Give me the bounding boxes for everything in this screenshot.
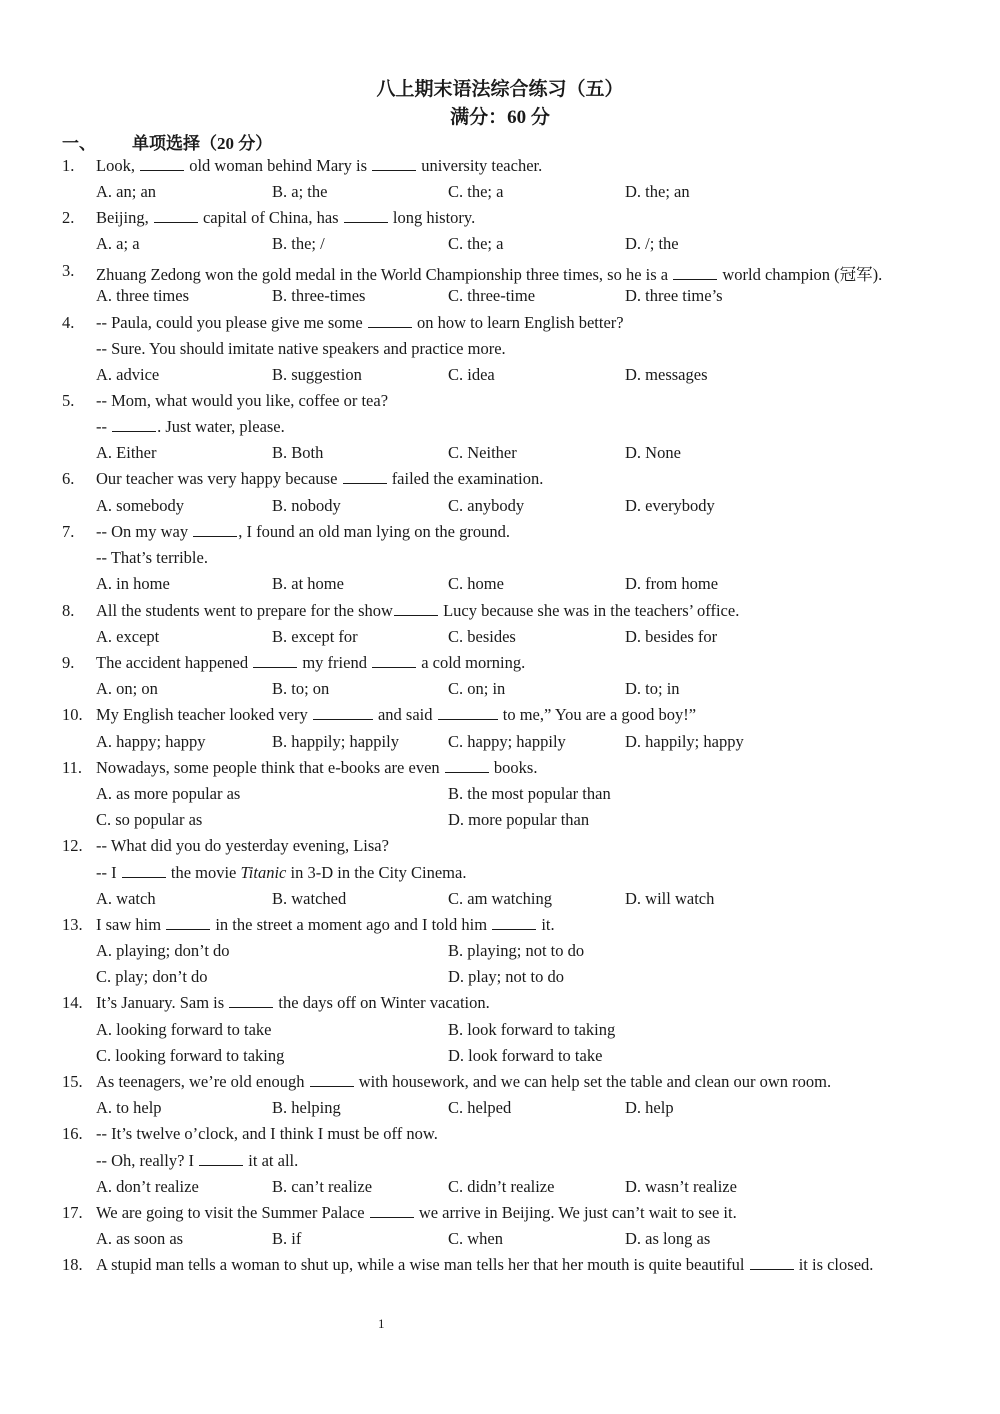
option: D. the; an: [625, 182, 690, 201]
option: A. except: [96, 627, 160, 646]
option: B. the most popular than: [448, 784, 611, 803]
question-text: I saw him: [96, 915, 166, 934]
question-text: -- What did you do yesterday evening, Lisa?: [96, 836, 389, 855]
question-text: world champion (冠军).: [718, 265, 883, 284]
option: D. wasn’t realize: [625, 1177, 737, 1196]
question-text: A stupid man tells a woman to shut up, while a wise man tells her that her mouth is quite beautiful: [96, 1255, 749, 1274]
option: D. more popular than: [448, 810, 590, 829]
question-text: We are going to visit the Summer Palace: [96, 1203, 369, 1222]
question-number: 2.: [62, 208, 75, 227]
question-number: 5.: [62, 391, 75, 410]
option: C. the; a: [448, 182, 504, 201]
question-text: my friend: [298, 653, 372, 672]
question-text: -- Mom, what would you like, coffee or tea?: [96, 391, 389, 410]
answer-blank: [199, 1151, 243, 1166]
question-text: Nowadays, some people think that e-books are even: [96, 758, 444, 777]
question-number: 8.: [62, 601, 75, 620]
answer-blank: [229, 993, 273, 1008]
question-number: 4.: [62, 313, 75, 332]
question-number: 18.: [62, 1255, 83, 1274]
option: C. idea: [448, 365, 495, 384]
option: A. three times: [96, 286, 190, 305]
option: D. None: [625, 443, 681, 462]
question-number: 17.: [62, 1203, 83, 1222]
option: D. messages: [625, 365, 708, 384]
question-number: 16.: [62, 1124, 83, 1143]
option: C. so popular as: [96, 810, 203, 829]
answer-blank: [166, 915, 210, 930]
option: A. in home: [96, 574, 170, 593]
option: B. look forward to taking: [448, 1020, 616, 1039]
option: B. a; the: [272, 182, 328, 201]
question-text: the days off on Winter vacation.: [274, 993, 490, 1012]
question-number: 13.: [62, 915, 83, 934]
question-number: 6.: [62, 469, 75, 488]
option: D. play; not to do: [448, 967, 564, 986]
answer-blank: [154, 208, 198, 223]
question-text: old woman behind Mary is: [185, 156, 372, 175]
option: A. as more popular as: [96, 784, 241, 803]
option: C. home: [448, 574, 504, 593]
question-text: in the street a moment ago and I told him: [211, 915, 492, 934]
option: B. at home: [272, 574, 344, 593]
option: C. didn’t realize: [448, 1177, 555, 1196]
question-text: Our teacher was very happy because: [96, 469, 342, 488]
question-text: books.: [489, 758, 538, 777]
option: A. advice: [96, 365, 160, 384]
question-text: capital of China, has: [198, 208, 343, 227]
answer-blank: [193, 522, 237, 537]
question-number: 14.: [62, 993, 83, 1012]
option: B. Both: [272, 443, 324, 462]
option: D. /; the: [625, 234, 679, 253]
answer-blank: [445, 758, 489, 773]
question-number: 15.: [62, 1072, 83, 1091]
option: C. helped: [448, 1098, 512, 1117]
option: D. from home: [625, 574, 719, 593]
option: B. helping: [272, 1098, 341, 1117]
option: D. as long as: [625, 1229, 711, 1248]
option: B. happily; happily: [272, 732, 399, 751]
option: A. an; an: [96, 182, 157, 201]
option: C. looking forward to taking: [96, 1046, 285, 1065]
question-number: 1.: [62, 156, 75, 175]
answer-blank: [343, 469, 387, 484]
option: A. don’t realize: [96, 1177, 199, 1196]
question-text: All the students went to prepare for the show: [96, 601, 393, 620]
answer-blank: [370, 1203, 414, 1218]
section-heading: [62, 129, 272, 154]
section-number: 一、: [62, 134, 96, 153]
option: C. when: [448, 1229, 503, 1248]
question-text: -- It’s twelve o’clock, and I think I must be off now.: [96, 1124, 438, 1143]
page-number: 1: [378, 1316, 385, 1331]
question-text: , I found an old man lying on the ground.: [238, 522, 510, 541]
question-text: failed the examination.: [387, 469, 544, 488]
option: B. three-times: [272, 286, 366, 305]
question-text: Look,: [96, 156, 140, 175]
question-text: to me,” You are a good boy!”: [498, 705, 697, 724]
question-text: Lucy because she was in the teachers’ office.: [438, 601, 740, 620]
question-text: a cold morning.: [417, 653, 526, 672]
answer-blank: [750, 1255, 794, 1270]
option: C. besides: [448, 627, 516, 646]
question-text: My English teacher looked very: [96, 705, 312, 724]
option: D. happily; happy: [625, 732, 744, 751]
question-text: -- Paula, could you please give me some: [96, 313, 367, 332]
option: D. to; in: [625, 679, 680, 698]
option: A. watch: [96, 889, 156, 908]
answer-blank: [140, 156, 184, 171]
option: C. three-time: [448, 286, 536, 305]
question-text: it.: [537, 915, 555, 934]
score-subtitle: 满分：60 分: [450, 107, 550, 128]
option: B. suggestion: [272, 365, 362, 384]
option: D. three time’s: [625, 286, 723, 305]
option: B. nobody: [272, 496, 341, 515]
question-number: 12.: [62, 836, 83, 855]
option: A. playing; don’t do: [96, 941, 230, 960]
section-label: 单项选择（20 分）: [132, 134, 273, 153]
option: B. if: [272, 1229, 302, 1248]
option: A. somebody: [96, 496, 184, 515]
answer-blank: [112, 417, 156, 432]
option: C. on; in: [448, 679, 506, 698]
option: A. looking forward to take: [96, 1020, 272, 1039]
option: C. happy; happily: [448, 732, 566, 751]
exam-page: 八上期末语法综合练习（五） 满分：60 分 一、 单项选择（20 分） 1. Look, old woman behind Mary is university teacher. A. an; an B. a; the C. the; a D. the; an 2. Beijing, capital of China, has long history. A. a; a B. the; / C. the; a D. /; the 3. Zhuang Zedong won the gold medal in the World Championship three times, so he is a world champion (冠军). A. three times B. three-times C. three-time D. three time’s 4. -- Paula, could you please give me some on how to learn English better? -- Sure. You should imitate native speakers and practice more. A. advice B. suggestion C. idea D. messages 5. -- Mom, what would you like, coffee or tea? -- . Just water, please. A. Either B. Both C. Neither D. None 6. Our teacher was very happy because failed the examination. A. somebody B. nobody C. anybody D. everybody 7. -- On my way , I found an old man lying on the ground. -- That’s terrible. A. in home B. at home C. home D. from home 8. All the students went to prepare for the show Lucy because she was in the teachers’ office. A. except B. except for C. besides D. besides for 9. The accident happened my friend a cold morning. A. on; on B. to; on C. on; in D. to; in 10. My English teacher looked very and said to me,” You are a good boy!” A. happy; happy B. happily; happily C. happy; happily D. happily; happy 11. Nowadays, some people think that e-books are even books. A. as more popular as B. the most popular than C. so popular as D. more popular than 12. -- What did you do yesterday evening, Lisa? -- I the movie Titanic in 3-D in the City Cinema. A. watch B. watched C. am watching D. will watch 13. I saw him in the street a moment ago and I told him it. A. playing; don’t do B. playing; not to do C. play; don’t do D. play; not to do 14. It’s January. Sam is the days off on Winter vacation. A. looking forward to take B. look forward to taking C. looking forward to taking D. look forward to take 15. As teenagers, we’re old enough with housework, and we can help set the table and clean our own room. A. to help B. helping C. helped D. help 16. -- It’s twelve o’clock, and I think I must be off now. -- Oh, really? I it at all. A. don’t realize B. can’t realize C. didn’t realize D. wasn’t realize 17. We are going to visit the Summer Palace we arrive in Beijing. We just can’t wait to see it. A. as soon as B. if C. when D. as long as 18. A stupid man tells a woman to shut up, while a wise man tells her that her mouth is quite beautiful it is closed. 1: [0, 0, 1000, 1414]
answer-blank: [372, 653, 416, 668]
question-text: we arrive in Beijing. We just can’t wait to see it.: [414, 1203, 737, 1222]
movie-title: Titanic: [240, 863, 287, 882]
option: C. the; a: [448, 234, 504, 253]
option: B. the; /: [272, 234, 325, 253]
option: B. to; on: [272, 679, 330, 698]
option: B. can’t realize: [272, 1177, 373, 1196]
question-text: university teacher.: [417, 156, 543, 175]
answer-blank: [122, 863, 166, 878]
answer-blank: [673, 265, 717, 280]
question-number: 9.: [62, 653, 75, 672]
question-text: -- On my way: [96, 522, 193, 541]
answer-blank: [394, 601, 438, 616]
question-text: long history.: [388, 208, 476, 227]
option: C. play; don’t do: [96, 967, 208, 986]
option: A. to help: [96, 1098, 162, 1117]
question-text: The accident happened: [96, 653, 253, 672]
answer-blank: [253, 653, 297, 668]
option: A. as soon as: [96, 1229, 184, 1248]
question-text: with housework, and we can help set the table and clean our own room.: [354, 1072, 832, 1091]
option: C. Neither: [448, 443, 517, 462]
answer-blank: [368, 313, 412, 328]
answer-blank: [438, 705, 498, 720]
option: A. a; a: [96, 234, 140, 253]
question-text: it is closed.: [794, 1255, 874, 1274]
option: D. everybody: [625, 496, 715, 515]
question-text: and said: [373, 705, 437, 724]
option: D. will watch: [625, 889, 715, 908]
answer-blank: [344, 208, 388, 223]
option: A. on; on: [96, 679, 158, 698]
question-number: 10.: [62, 705, 83, 724]
page-title: 八上期末语法综合练习（五）: [376, 79, 624, 100]
question-text: on how to learn English better?: [412, 313, 624, 332]
option: D. look forward to take: [448, 1046, 603, 1065]
option: B. playing; not to do: [448, 941, 585, 960]
answer-blank: [313, 705, 373, 720]
option: D. besides for: [625, 627, 718, 646]
question-text: As teenagers, we’re old enough: [96, 1072, 309, 1091]
option: B. watched: [272, 889, 347, 908]
question-number: 11.: [62, 758, 83, 777]
question-number: 7.: [62, 522, 75, 541]
option: B. except for: [272, 627, 358, 646]
answer-blank: [492, 915, 536, 930]
question-text: Beijing,: [96, 208, 153, 227]
option: C. anybody: [448, 496, 525, 515]
question-text: It’s January. Sam is: [96, 993, 229, 1012]
question-text: Zhuang Zedong won the gold medal in the World Championship three times, so he is a: [96, 265, 673, 284]
option: C. am watching: [448, 889, 553, 908]
question-number: 3.: [62, 261, 75, 280]
option: A. happy; happy: [96, 732, 206, 751]
option: A. Either: [96, 443, 157, 462]
answer-blank: [372, 156, 416, 171]
answer-blank: [310, 1072, 354, 1087]
option: D. help: [625, 1098, 674, 1117]
